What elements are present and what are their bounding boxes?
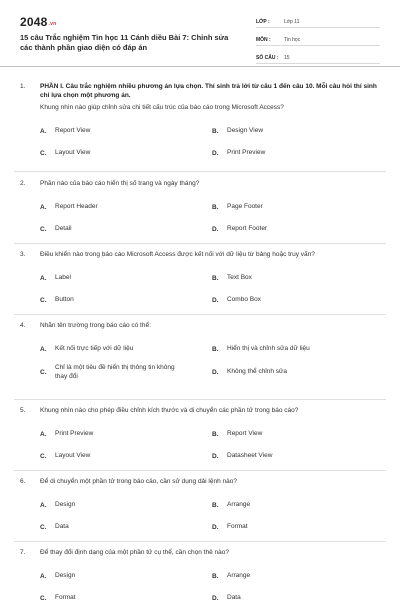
option-letter: D. bbox=[212, 523, 219, 531]
option-text: Layout View bbox=[55, 148, 91, 156]
question-5 bbox=[0, 406, 400, 467]
option-text: Layout View bbox=[55, 451, 91, 459]
option-letter: C. bbox=[40, 225, 47, 233]
site-logo[interactable] bbox=[20, 15, 56, 29]
option-b[interactable] bbox=[212, 338, 380, 360]
option-text: Data bbox=[55, 522, 69, 530]
option-c[interactable] bbox=[40, 142, 190, 164]
meta-row-count bbox=[256, 50, 380, 64]
question-4 bbox=[0, 321, 400, 385]
logo-domain: .vn bbox=[48, 21, 57, 27]
answer-options bbox=[0, 196, 400, 240]
option-d[interactable] bbox=[212, 360, 380, 385]
question-7 bbox=[0, 548, 400, 600]
option-c[interactable] bbox=[40, 516, 190, 538]
meta-value: Tin học bbox=[284, 37, 301, 43]
meta-row-subject bbox=[256, 32, 380, 46]
option-letter: B. bbox=[212, 274, 219, 282]
answer-options bbox=[0, 120, 400, 164]
question-subtext: Khung nhìn nào giúp chỉnh sửa chi tiết cấu trúc của báo cáo trong Microsoft Access? bbox=[40, 104, 284, 111]
question-text: Nhãn tên trường trong báo cáo có thể: bbox=[40, 322, 151, 329]
option-b[interactable] bbox=[212, 196, 380, 218]
question-text: Phần nào của báo cáo hiển thị số trang và ngày tháng? bbox=[40, 180, 200, 187]
divider bbox=[14, 399, 386, 400]
meta-label: SỐ CÂU : bbox=[256, 55, 279, 61]
option-a[interactable] bbox=[40, 120, 190, 142]
option-b[interactable] bbox=[212, 565, 380, 587]
option-a[interactable] bbox=[40, 267, 190, 289]
option-text: Text Box bbox=[227, 273, 252, 281]
option-text: Design View bbox=[227, 126, 264, 134]
option-letter: C. bbox=[40, 369, 47, 376]
option-letter: D. bbox=[212, 594, 219, 600]
option-letter: B. bbox=[212, 430, 219, 438]
question-2 bbox=[0, 179, 400, 240]
option-b[interactable] bbox=[212, 494, 380, 516]
option-letter: B. bbox=[212, 501, 219, 509]
question-number: 3. bbox=[20, 251, 26, 258]
option-a[interactable] bbox=[40, 196, 190, 218]
option-d[interactable] bbox=[212, 142, 380, 164]
option-d[interactable] bbox=[212, 516, 380, 538]
question-number: 1. bbox=[20, 83, 26, 90]
question-text: Điều khiển nào trong báo cáo Microsoft Access được kết nối với dữ liệu từ bảng hoặc truy vấn? bbox=[40, 251, 315, 258]
option-text: Arrange bbox=[227, 500, 251, 508]
question-text: Khung nhìn nào cho phép điều chỉnh kích thước và di chuyển các phần tử trong báo cáo? bbox=[40, 407, 299, 414]
option-letter: D. bbox=[212, 369, 219, 376]
option-letter: D. bbox=[212, 296, 219, 304]
option-d[interactable] bbox=[212, 289, 380, 311]
question-text: Để thay đổi định dạng của một phần tử cụ thể, cần chọn thẻ nào? bbox=[40, 549, 230, 556]
option-text: Report View bbox=[55, 126, 91, 134]
question-1 bbox=[0, 82, 400, 164]
answer-options bbox=[0, 267, 400, 311]
option-c[interactable] bbox=[40, 289, 190, 311]
option-text: Không thể chỉnh sửa bbox=[227, 368, 288, 376]
divider bbox=[14, 314, 386, 315]
option-text: Format bbox=[227, 522, 248, 530]
divider bbox=[14, 541, 386, 542]
option-text: Report Header bbox=[55, 202, 98, 210]
option-a[interactable] bbox=[40, 565, 190, 587]
option-letter: D. bbox=[212, 452, 219, 460]
option-text: Chỉ là một tiêu đề hiển thị thông tin không thay đổi bbox=[55, 364, 175, 380]
option-text: Format bbox=[55, 593, 76, 600]
option-letter: B. bbox=[212, 345, 219, 353]
option-letter: A. bbox=[40, 203, 47, 211]
option-text: Hiển thị và chỉnh sửa dữ liệu bbox=[227, 344, 310, 352]
meta-value: 15 bbox=[284, 55, 290, 61]
option-text: Kết nối trực tiếp với dữ liệu bbox=[55, 344, 134, 352]
option-letter: D. bbox=[212, 149, 219, 157]
option-d[interactable] bbox=[212, 445, 380, 467]
meta-label: MÔN : bbox=[256, 37, 271, 43]
option-letter: A. bbox=[40, 501, 47, 509]
divider bbox=[14, 243, 386, 244]
meta-info bbox=[256, 14, 380, 68]
option-c[interactable] bbox=[40, 445, 190, 467]
option-letter: A. bbox=[40, 345, 47, 353]
option-b[interactable] bbox=[212, 267, 380, 289]
divider bbox=[14, 470, 386, 471]
option-text: Combo Box bbox=[227, 295, 261, 303]
question-number: 2. bbox=[20, 180, 26, 187]
option-letter: B. bbox=[212, 203, 219, 211]
option-a[interactable] bbox=[40, 338, 190, 360]
option-letter: A. bbox=[40, 572, 47, 580]
meta-label: LỚP : bbox=[256, 19, 270, 25]
option-text: Data bbox=[227, 593, 241, 600]
option-text: Design bbox=[55, 571, 76, 579]
option-letter: D. bbox=[212, 225, 219, 233]
option-a[interactable] bbox=[40, 494, 190, 516]
option-letter: B. bbox=[212, 127, 219, 135]
option-letter: C. bbox=[40, 594, 47, 600]
option-letter: A. bbox=[40, 127, 47, 135]
question-number: 7. bbox=[20, 549, 26, 556]
meta-value: Lớp 11 bbox=[284, 19, 300, 25]
question-number: 5. bbox=[20, 407, 26, 414]
document-header bbox=[0, 0, 400, 67]
option-c[interactable] bbox=[40, 587, 190, 600]
option-text: Page Footer bbox=[227, 202, 263, 210]
question-6 bbox=[0, 477, 400, 538]
option-text: Report Footer bbox=[227, 224, 268, 232]
option-text: Detail bbox=[55, 224, 72, 232]
question-number: 6. bbox=[20, 478, 26, 485]
option-d[interactable] bbox=[212, 587, 380, 600]
option-text: Design bbox=[55, 500, 76, 508]
option-b[interactable] bbox=[212, 120, 380, 142]
answer-options bbox=[0, 423, 400, 467]
question-number: 4. bbox=[20, 322, 26, 329]
option-c[interactable] bbox=[40, 360, 190, 385]
answer-options bbox=[0, 565, 400, 600]
answer-options bbox=[0, 338, 400, 385]
option-letter: C. bbox=[40, 149, 47, 157]
option-text: Label bbox=[55, 273, 71, 281]
meta-row-grade bbox=[256, 14, 380, 28]
option-letter: A. bbox=[40, 274, 47, 282]
question-3 bbox=[0, 250, 400, 311]
option-a[interactable] bbox=[40, 423, 190, 445]
answer-options bbox=[0, 494, 400, 538]
option-text: Arrange bbox=[227, 571, 251, 579]
divider bbox=[14, 171, 386, 172]
question-text: Để di chuyển một phần tử trong báo cáo, cần sử dụng dải lệnh nào? bbox=[40, 478, 237, 485]
question-text: PHẦN I. Câu trắc nghiệm nhiều phương án lựa chọn. Thí sinh trả lời từ câu 1 đến câu 10. Mỗi câu hỏi thí sinh chỉ lựa chọn một phương án. bbox=[40, 83, 377, 99]
document-title: 15 câu Trắc nghiệm Tin học 11 Cánh diều Bài 7: Chỉnh sửa các thành phần giao diện có đáp án bbox=[20, 33, 229, 52]
option-text: Print Preview bbox=[227, 148, 266, 156]
option-text: Report View bbox=[227, 429, 263, 437]
option-text: Datasheet View bbox=[227, 451, 273, 459]
option-letter: C. bbox=[40, 523, 47, 531]
logo-number: 2048 bbox=[20, 15, 48, 29]
option-letter: A. bbox=[40, 430, 47, 438]
option-letter: C. bbox=[40, 296, 47, 304]
option-b[interactable] bbox=[212, 423, 380, 445]
option-text: Print Preview bbox=[55, 429, 94, 437]
option-text: Button bbox=[55, 295, 74, 303]
option-letter: C. bbox=[40, 452, 47, 460]
option-c[interactable] bbox=[40, 218, 190, 240]
option-d[interactable] bbox=[212, 218, 380, 240]
option-letter: B. bbox=[212, 572, 219, 580]
